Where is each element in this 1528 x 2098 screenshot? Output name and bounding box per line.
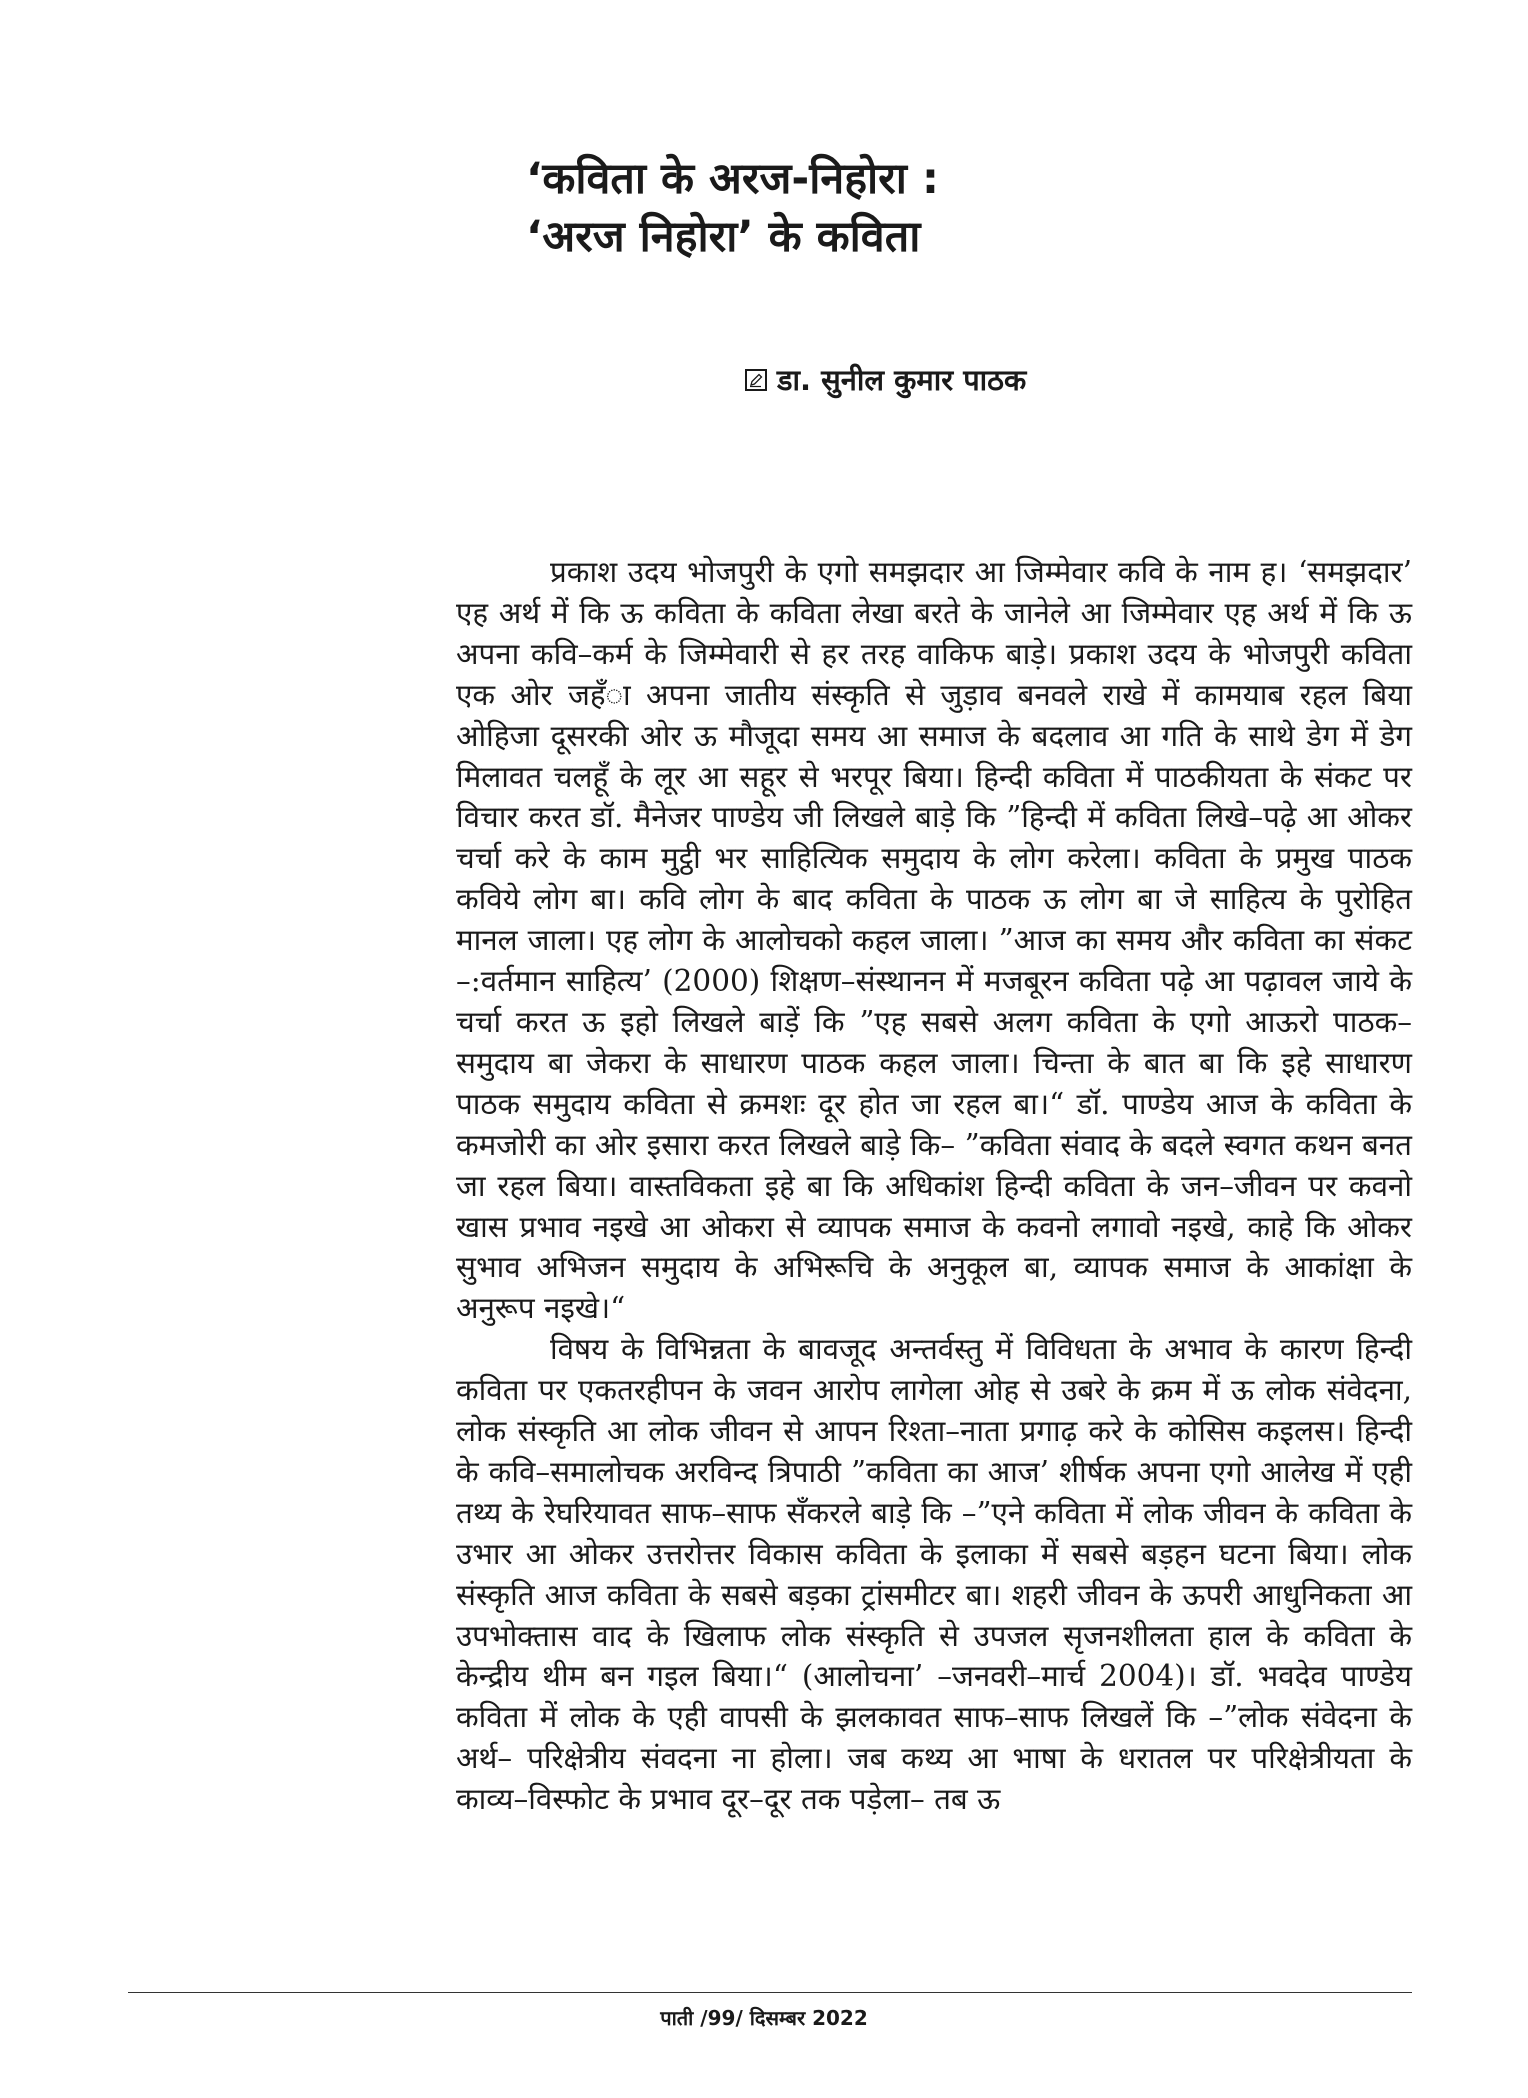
article-title-line-1: ‘कविता के अरज-निहोरा :: [526, 154, 940, 204]
paragraph-1: प्रकाश उदय भोजपुरी के एगो समझदार आ जिम्मेवार कवि के नाम ह। ‘समझदार’ एह अर्थ में कि ऊ कविता के कविता लेखा बरते के जानेले आ जिम्मेवार एह अर्थ में कि ऊ अपना कवि–कर्म के जिम्मेवारी से हर तरह वाकिफ बाड़े। प्रकाश उदय के भोजपुरी कविता एक ओर जहँा अपना जातीय संस्कृति से जुड़ाव बनवले राखे में कामयाब रहल बिया ओहिजा दूसरकी ओर ऊ मौजूदा समय आ समाज के बदलाव आ गति के साथे डेग में डेग मिलावत चलहूँ के लूर आ सहूर से भरपूर बिया। हिन्दी कविता में पाठकीयता के संकट पर विचार करत डॉ. मैनेजर पाण्डेय जी लिखले बाड़े कि ”हिन्दी में कविता लिखे–पढ़े आ ओकर चर्चा करे के काम मुट्ठी भर साहित्यिक समुदाय के लोग करेला। कविता के प्रमुख पाठक कविये लोग बा। कवि लोग के बाद कविता के पाठक ऊ लोग बा जे साहित्य के पुरोहित मानल जाला। एह लोग के आलोचको कहल जाला। ”आज का समय और कविता का संकट –:वर्तमान साहित्य’ (2000) शिक्षण–संस्थानन में मजबूरन कविता पढ़े आ पढ़ावल जाये के चर्चा करत ऊ इहो लिखले बाड़ें कि ”एह सबसे अलग कविता के एगो आऊरो पाठक–समुदाय बा जेकरा के साधारण पाठक कहल जाला। चिन्ता के बात बा कि इहे साधारण पाठक समुदाय कविता से क्रमशः दूर होत जा रहल बा।“ डॉ. पाण्डेय आज के कविता के कमजोरी का ओर इसारा करत लिखले बाड़े कि– ”कविता संवाद के बदले स्वगत कथन बनत जा रहल बिया। वास्तविकता इहे बा कि अधिकांश हिन्दी कविता के जन–जीवन पर कवनो खास प्रभाव नइखे आ ओकरा से व्यापक समाज के कवनो लगावो नइखे, काहे कि ओकर सुभाव अभिजन समुदाय के अभिरूचि के अनुकूल बा, व्यापक समाज के आकांक्षा के अनुरूप नइखे।“: [456, 555, 1412, 1326]
page-footer: पाती /99/ दिसम्बर 2022: [660, 2006, 868, 2030]
pen-box-icon: [745, 369, 767, 391]
article-title-line-2: ‘अरज निहोरा’ के कविता: [526, 212, 921, 262]
article-body: [456, 552, 1412, 1820]
paragraph-2: विषय के विभिन्नता के बावजूद अन्तर्वस्तु में विविधता के अभाव के कारण हिन्दी कविता पर एकतरहीपन के जवन आरोप लागेला ओह से उबरे के क्रम में ऊ लोक संवेदना, लोक संस्कृति आ लोक जीवन से आपन रिश्ता–नाता प्रगाढ़ करे के कोसिस कइलस। हिन्दी के कवि–समालोचक अरविन्द त्रिपाठी ”कविता का आज’ शीर्षक अपना एगो आलेख में एही तथ्य के रेघरियावत साफ–साफ सँकरले बाड़े कि –”एने कविता में लोक जीवन के कविता के उभार आ ओकर उत्तरोत्तर विकास कविता के इलाका में सबसे बड़हन घटना बिया। लोक संस्कृति आज कविता के सबसे बड़का ट्रांसमीटर बा। शहरी जीवन के ऊपरी आधुनिकता आ उपभोक्तास वाद के खिलाफ लोक संस्कृति से उपजल सृजनशीलता हाल के कविता के केन्द्रीय थीम बन गइल बिया।“ (आलोचना’ –जनवरी–मार्च 2004)। डॉ. भवदेव पाण्डेय कविता में लोक के एही वापसी के झलकावत साफ–साफ लिखलें कि –”लोक संवेदना के अर्थ– परिक्षेत्रीय संवदना ना होला। जब कथ्य आ भाषा के धरातल पर परिक्षेत्रीयता के काव्य–विस्फोट के प्रभाव दूर–दूर तक पड़ेला– तब ऊ: [456, 1332, 1412, 1817]
footer-divider: [128, 1992, 1412, 1993]
author-name: डा. सुनील कुमार पाठक: [777, 363, 1027, 397]
article-title: [526, 150, 1426, 266]
author-byline: [745, 360, 1026, 399]
